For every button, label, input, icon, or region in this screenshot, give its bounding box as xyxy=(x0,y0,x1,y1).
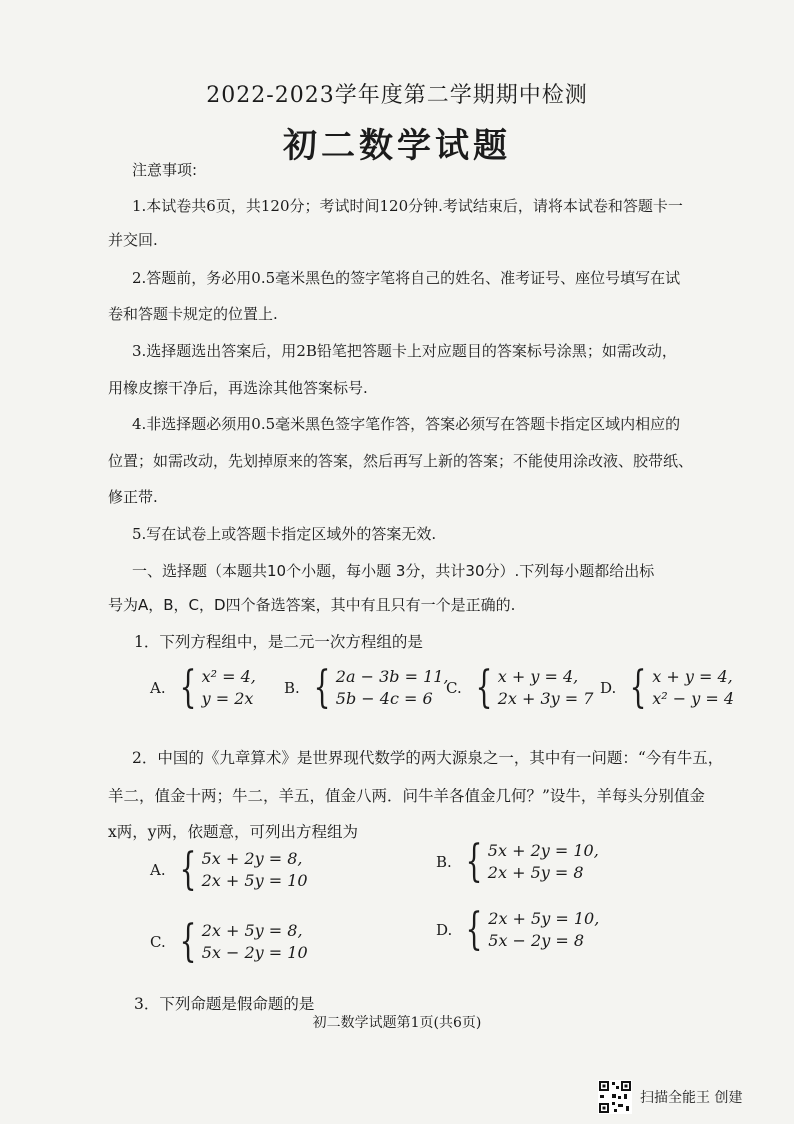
q1-option-a xyxy=(150,662,256,713)
q1-option-d xyxy=(600,662,735,713)
note-4-line-2: 位置；如需改动，先划掉原来的答案，然后再写上新的答案；不能使用涂改液、胶带纸、 xyxy=(108,452,694,470)
equation-system xyxy=(202,666,256,710)
option-label: C. xyxy=(446,679,462,697)
equation: 2x + 5y = 10, xyxy=(488,909,600,928)
equation-system xyxy=(652,666,734,710)
note-1-line-1: 1.本试卷共6页，共120分；考试时间120分钟.考试结束后，请将本试卷和答题卡一 xyxy=(132,197,683,215)
option-label: B. xyxy=(436,853,452,871)
section-1-line-2: 号为A，B，C，D四个备选答案，其中有且只有一个是正确的. xyxy=(108,596,516,614)
note-3-line-2: 用橡皮擦干净后，再选涂其他答案标号. xyxy=(108,379,368,397)
equation: 2a − 3b = 11, xyxy=(335,667,449,686)
option-label: A. xyxy=(150,679,166,697)
equation-system xyxy=(498,666,594,710)
equation: 5x − 2y = 8 xyxy=(488,931,585,950)
option-label: D. xyxy=(436,921,453,939)
equation: 2x + 5y = 8, xyxy=(201,921,303,940)
question-2-line-2: 羊二，值金十两；牛二，羊五，值金八两．问牛羊各值金几何？”设牛，羊每头分别值金 xyxy=(108,787,705,805)
section-1-line-1: 一、选择题（本题共10个小题，每小题 3分，共计30分）.下列每小题都给出标 xyxy=(132,562,655,580)
equation-system xyxy=(336,666,449,710)
q2-option-d xyxy=(436,904,600,955)
equation: y = 2x xyxy=(201,689,254,708)
left-brace-icon: { xyxy=(629,662,647,713)
equation: 5b − 4c = 6 xyxy=(335,689,433,708)
left-brace-icon: { xyxy=(465,836,483,887)
scanner-watermark xyxy=(598,1080,742,1114)
equation: 2x + 5y = 8 xyxy=(487,863,584,882)
equation: 2x + 3y = 7 xyxy=(497,689,594,708)
equation-system xyxy=(202,920,308,964)
equation: 5x − 2y = 10 xyxy=(201,943,308,962)
page-footer: 初二数学试题第1页(共6页) xyxy=(312,1015,482,1031)
watermark-text: 扫描全能王 创建 xyxy=(640,1090,743,1106)
q2-option-a xyxy=(150,844,308,895)
q2-option-b xyxy=(436,836,599,887)
equation: x + y = 4, xyxy=(652,667,733,686)
left-brace-icon: { xyxy=(179,662,197,713)
q1-option-b xyxy=(284,662,449,713)
equation: 5x + 2y = 10, xyxy=(487,841,599,860)
question-3-stem: 3．下列命题是假命题的是 xyxy=(134,995,315,1013)
left-brace-icon: { xyxy=(475,662,493,713)
qr-code-icon xyxy=(598,1080,632,1114)
note-4-line-3: 修正带. xyxy=(108,488,158,506)
left-brace-icon: { xyxy=(179,916,197,967)
note-2-line-1: 2.答题前，务必用0.5毫米黑色的签字笔将自己的姓名、准考证号、座位号填写在试 xyxy=(132,269,681,287)
note-4-line-1: 4.非选择题必须用0.5毫米黑色签字笔作答，答案必须写在答题卡指定区域内相应的 xyxy=(132,415,681,433)
q1-option-c xyxy=(446,662,594,713)
exam-period-title: 2022-2023学年度第二学期期中检测 xyxy=(206,83,588,108)
equation: x² − y = 4 xyxy=(652,689,735,708)
equation-system xyxy=(488,908,599,952)
left-brace-icon: { xyxy=(179,844,197,895)
option-label: A. xyxy=(150,861,166,879)
question-1-stem: 1．下列方程组中，是二元一次方程组的是 xyxy=(134,633,423,651)
q2-option-c xyxy=(150,916,308,967)
left-brace-icon: { xyxy=(465,904,483,955)
option-label: D. xyxy=(600,679,617,697)
option-label: B. xyxy=(284,679,300,697)
question-2-line-1: 2．中国的《九章算术》是世界现代数学的两大源泉之一，其中有一问题：“今有牛五， xyxy=(132,749,724,767)
equation-system xyxy=(488,840,599,884)
equation: x + y = 4, xyxy=(497,667,579,686)
note-2-line-2: 卷和答题卡规定的位置上. xyxy=(108,305,278,323)
exam-title: 初二数学试题 xyxy=(283,126,511,166)
equation-system xyxy=(202,848,308,892)
question-2-line-3: x两，y两，依题意，可列出方程组为 xyxy=(108,823,358,841)
equation: x² = 4, xyxy=(201,667,256,686)
option-label: C. xyxy=(150,933,166,951)
note-1-line-2: 并交回. xyxy=(108,231,158,249)
note-5: 5.写在试卷上或答题卡指定区域外的答案无效. xyxy=(132,525,437,543)
left-brace-icon: { xyxy=(313,662,331,713)
notes-heading: 注意事项: xyxy=(132,161,198,179)
equation: 2x + 5y = 10 xyxy=(201,871,308,890)
equation: 5x + 2y = 8, xyxy=(201,849,303,868)
note-3-line-1: 3.选择题选出答案后，用2B铅笔把答题卡上对应题目的答案标号涂黑；如需改动， xyxy=(132,342,677,360)
